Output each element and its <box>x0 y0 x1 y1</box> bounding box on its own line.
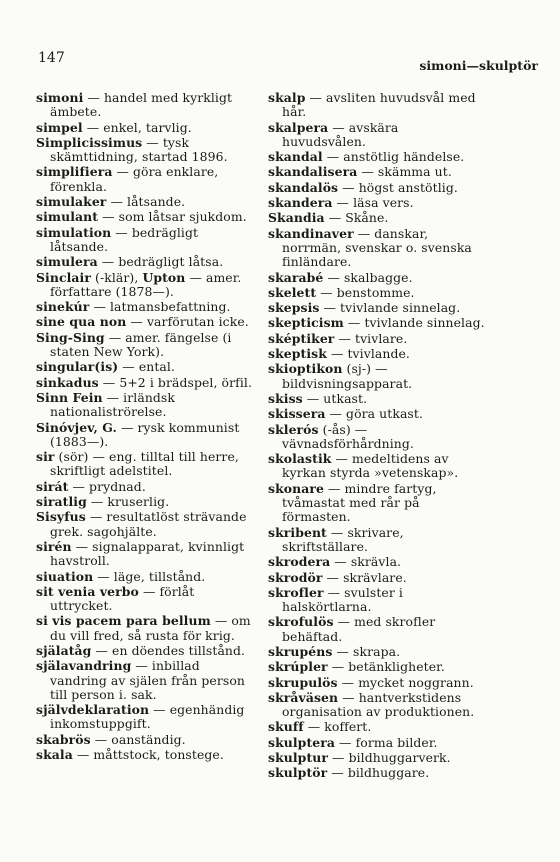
dictionary-entry <box>268 691 486 720</box>
right-column <box>268 91 486 782</box>
dictionary-entry <box>268 720 486 734</box>
entry-definition: — skrävlare. <box>322 569 407 585</box>
dictionary-entry <box>268 751 486 765</box>
entry-definition: — ental. <box>118 359 175 375</box>
dictionary-entry <box>36 644 260 658</box>
entry-definition: — skämma ut. <box>357 164 452 180</box>
dictionary-entry <box>36 165 260 194</box>
entry-headword: simulaker <box>36 194 107 210</box>
entry-definition: — enkel, tarvlig. <box>82 119 192 135</box>
entry-headword: skolastik <box>268 451 332 467</box>
dictionary-entry <box>36 195 260 209</box>
entry-definition: — utkast. <box>302 390 368 406</box>
entry-definition: — amer. fängelse (i staten New York). <box>50 329 232 360</box>
entry-definition: — bedrägligt låtsa. <box>97 254 224 270</box>
dictionary-entry <box>36 121 260 135</box>
entry-headword: sképtiker <box>268 330 335 346</box>
running-head: simoni—skulptör <box>419 58 538 73</box>
dictionary-entry <box>268 676 486 690</box>
dictionary-entry <box>268 301 486 315</box>
entry-headword: sklerós <box>268 421 319 437</box>
entry-definition: — skrävla. <box>330 554 402 570</box>
entry-definition: — bildhuggare. <box>327 765 430 781</box>
entry-definition: — läsa vers. <box>332 195 414 211</box>
entry-definition: — göra utkast. <box>325 406 424 422</box>
entry-definition: — kruserlig. <box>86 494 170 510</box>
entry-headword: singular(is) <box>36 359 119 375</box>
entry-definition: (-ås) — vävnadsförhårdning. <box>282 421 414 451</box>
dictionary-entry <box>268 196 486 210</box>
dictionary-entry <box>268 526 486 555</box>
entry-definition: — varförutan icke. <box>126 314 249 330</box>
entry-definition: — anstötlig händelse. <box>322 149 465 165</box>
dictionary-entry <box>36 480 260 494</box>
entry-headword: Upton <box>142 269 186 285</box>
entry-headword: självdeklaration <box>36 702 150 718</box>
dictionary-entry <box>268 271 486 285</box>
dictionary-entry <box>36 748 260 762</box>
entry-definition: — 5+2 i brädspel, örfil. <box>98 374 252 390</box>
entry-definition: — svulster i halskörtlarna. <box>282 584 403 615</box>
dictionary-entry <box>36 91 260 120</box>
dictionary-entry <box>36 271 260 300</box>
entry-headword: själavandring <box>36 658 132 674</box>
entry-definition: — mindre fartyg, tvåmastat med rår på förmasten. <box>282 480 437 525</box>
entry-headword: Sinn Fein <box>36 389 103 405</box>
entry-definition: — måttstock, tonstege. <box>72 747 224 763</box>
dictionary-entry <box>268 766 486 780</box>
entry-definition: — som låtsar sjukdom. <box>98 209 247 225</box>
entry-definition: — avsliten huvudsvål med hår. <box>282 90 476 120</box>
entry-headword: simulant <box>36 209 99 225</box>
entry-headword: Skandia <box>268 210 325 226</box>
entry-headword: skrofulös <box>268 614 334 630</box>
entry-headword: sinekúr <box>36 299 90 315</box>
dictionary-entry <box>36 136 260 165</box>
dictionary-entry <box>268 407 486 421</box>
entry-headword: skandal <box>268 149 323 165</box>
entry-headword: simoni <box>36 90 84 105</box>
entry-headword: skribent <box>268 524 327 540</box>
dictionary-entry <box>36 421 260 450</box>
entry-headword: skala <box>36 747 73 763</box>
entry-definition: — tvivlande. <box>326 346 410 362</box>
entry-headword: sinkadus <box>36 374 99 390</box>
entry-definition: — egenhändig inkomstuppgift. <box>50 702 245 732</box>
dictionary-entry <box>268 150 486 164</box>
dictionary-entry <box>268 736 486 750</box>
dictionary-entry <box>36 570 260 584</box>
dictionary-entry <box>36 614 260 643</box>
dictionary-entry <box>268 615 486 644</box>
dictionary-entry <box>268 165 486 179</box>
entry-headword: Sisyfus <box>36 509 86 525</box>
entry-headword: sirén <box>36 538 72 554</box>
dictionary-entry <box>36 659 260 702</box>
entry-headword: skabrös <box>36 731 91 747</box>
entry-definition: — om du vill fred, så rusta för krig. <box>50 613 251 643</box>
entry-definition: (sj-) — bildvisningsapparat. <box>282 361 413 391</box>
dictionary-entry <box>268 392 486 406</box>
dictionary-entry <box>36 360 260 374</box>
entry-definition: — avskära huvudsvålen. <box>282 119 399 149</box>
dictionary-entry <box>36 540 260 569</box>
entry-definition: — mycket noggrann. <box>337 674 474 690</box>
entry-definition: — förlåt uttrycket. <box>50 583 195 614</box>
entry-definition: — läge, tillstånd. <box>93 568 206 584</box>
entry-definition: — tysk skämttidning, startad 1896. <box>50 134 228 165</box>
dictionary-entry <box>268 91 486 120</box>
entry-definition: — med skrofler behäftad. <box>282 614 436 644</box>
entry-headword: skuff <box>268 719 304 735</box>
entry-headword: skioptikon <box>268 361 343 377</box>
entry-headword: simulation <box>36 224 112 240</box>
entry-definition: — betänkligheter. <box>327 659 445 675</box>
entry-headword: skulptera <box>268 734 336 750</box>
entry-headword: skrodera <box>268 554 331 570</box>
entry-headword: skråväsen <box>268 689 339 705</box>
left-column <box>36 91 260 763</box>
entry-definition: — benstomme. <box>316 284 415 300</box>
entry-headword: sit venia verbo <box>36 583 139 599</box>
dictionary-entry <box>268 347 486 361</box>
entry-definition: — skalbagge. <box>323 269 413 285</box>
dictionary-entry <box>36 255 260 269</box>
entry-headword: skarabé <box>268 269 324 285</box>
entry-headword: skelett <box>268 284 317 300</box>
entry-definition: — medeltidens av kyrkan styrda »vetenskap». <box>282 451 459 481</box>
dictionary-entry <box>36 495 260 509</box>
entry-headword: Sing-Sing <box>36 329 105 345</box>
page-number: 147 <box>38 50 65 66</box>
dictionary-entry <box>268 586 486 615</box>
entry-headword: skiss <box>268 390 303 406</box>
dictionary-entry <box>36 376 260 390</box>
dictionary-entry <box>268 181 486 195</box>
dictionary-entry <box>268 555 486 569</box>
entry-definition: — Skåne. <box>324 210 389 226</box>
entry-headword: skeptisk <box>268 346 327 362</box>
entry-headword: Sinóvjev, G. <box>36 419 117 435</box>
dictionary-entry <box>36 585 260 614</box>
entry-headword: skandalisera <box>268 164 358 180</box>
entry-headword: skissera <box>268 406 326 422</box>
page-header <box>38 50 538 74</box>
entry-headword: sirát <box>36 478 69 494</box>
entry-headword: skonare <box>268 480 324 496</box>
dictionary-entry <box>268 660 486 674</box>
entry-definition: — resultatlöst strävande grek. sagohjälte. <box>50 509 247 539</box>
entry-definition: — inbillad vandring av själen från person till person i. sak. <box>50 658 245 702</box>
entry-headword: skepsis <box>268 300 320 316</box>
entry-definition: — prydnad. <box>68 478 146 494</box>
entry-definition: (sör) — eng. tilltal till herre, skriftligt adelstitel. <box>50 449 239 479</box>
dictionary-entry <box>268 423 486 452</box>
dictionary-entry <box>36 510 260 539</box>
entry-headword: simplifiera <box>36 164 113 180</box>
dictionary-entry <box>268 227 486 270</box>
entry-headword: skrodör <box>268 569 323 585</box>
entry-definition: — rysk kommunist (1883—). <box>50 419 240 449</box>
entry-definition: — skrivare, skriftställare. <box>282 524 404 554</box>
entry-headword: skandera <box>268 195 333 211</box>
entry-definition: — låtsande. <box>106 194 186 210</box>
entry-definition: — tvivlare. <box>334 330 408 346</box>
entry-definition: — koffert. <box>303 719 372 735</box>
dictionary-entry <box>268 452 486 481</box>
dictionary-entry <box>268 211 486 225</box>
entry-headword: simulera <box>36 254 98 270</box>
dictionary-entry <box>36 391 260 420</box>
entry-definition: — handel med kyrkligt ämbete. <box>50 90 233 120</box>
entry-headword: sir <box>36 449 55 465</box>
entry-definition: — tvivlande sinnelag. <box>319 300 461 316</box>
dictionary-entry <box>268 571 486 585</box>
dictionary-entry <box>36 210 260 224</box>
dictionary-entry <box>268 286 486 300</box>
dictionary-entry <box>268 645 486 659</box>
entry-definition: — bedrägligt låtsande. <box>50 224 199 254</box>
entry-headword: siratlig <box>36 494 87 510</box>
entry-headword: skepticism <box>268 315 344 331</box>
entry-definition: — signalapparat, kvinnligt havstroll. <box>50 538 245 569</box>
entry-headword: Simplicissimus <box>36 134 143 150</box>
entry-definition: — skrapa. <box>332 643 401 659</box>
entry-definition: — bildhuggarverk. <box>328 750 451 766</box>
entry-headword: skulptör <box>268 765 328 781</box>
entry-definition: — amer. författare (1878—). <box>50 269 242 299</box>
dictionary-entry <box>36 226 260 255</box>
dictionary-entry <box>36 733 260 747</box>
entry-definition: — irländsk nationaliströrelse. <box>50 389 175 420</box>
entry-headword: simpel <box>36 119 83 135</box>
entry-headword: skrupéns <box>268 643 333 659</box>
entry-definition: — göra enklare, förenkla. <box>50 164 219 194</box>
entry-definition: — tvivlande sinnelag. <box>343 315 485 331</box>
dictionary-entry <box>36 450 260 479</box>
dictionary-entry <box>36 331 260 360</box>
dictionary-entry <box>268 316 486 330</box>
entry-headword: Sinclair <box>36 269 91 285</box>
entry-definition: — latmansbefattning. <box>89 299 231 315</box>
dictionary-entry <box>268 121 486 150</box>
entry-definition: — forma bilder. <box>335 734 438 750</box>
dictionary-entry <box>36 703 260 732</box>
entry-headword: siuation <box>36 568 94 584</box>
entry-headword: sine qua non <box>36 314 127 330</box>
dictionary-entry <box>268 362 486 391</box>
entry-definition: — oanständig. <box>90 731 186 747</box>
entry-definition: (-klär), <box>90 269 143 285</box>
entry-definition: — hantverkstidens organisation av produktionen. <box>282 689 475 720</box>
dictionary-entry <box>36 315 260 329</box>
entry-headword: skrofler <box>268 584 324 600</box>
dictionary-entry <box>268 482 486 525</box>
entry-definition: — högst anstötlig. <box>338 179 458 195</box>
entry-headword: skalpera <box>268 119 329 135</box>
entry-headword: skandinaver <box>268 225 354 241</box>
dictionary-entry <box>268 332 486 346</box>
entry-definition: — danskar, norrmän, svenskar o. svenska finländare. <box>282 225 472 270</box>
entry-definition: — en döendes tillstånd. <box>91 642 246 658</box>
entry-headword: skrúpler <box>268 659 328 675</box>
dictionary-entry <box>36 300 260 314</box>
entry-headword: skulptur <box>268 750 329 766</box>
entry-headword: skalp <box>268 90 306 105</box>
entry-headword: skandalös <box>268 179 339 195</box>
entry-headword: själatåg <box>36 642 92 658</box>
entry-headword: si vis pacem para bellum <box>36 613 211 629</box>
entry-headword: skrupulös <box>268 674 338 690</box>
